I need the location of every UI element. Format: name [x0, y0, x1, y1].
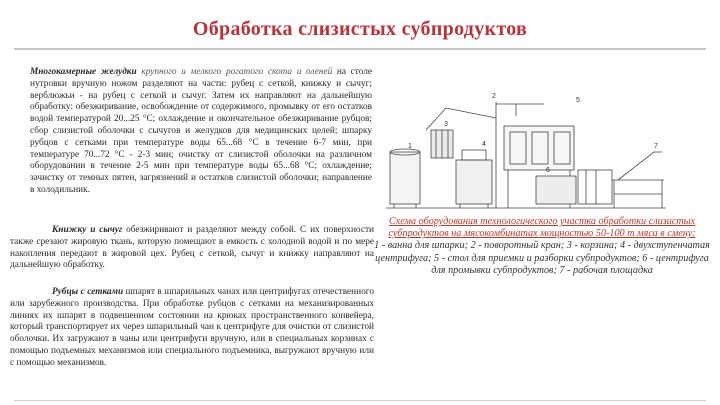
caption-legend-line2: центрифуга; 5 - стол для приемки и разборки субпродуктов; 6 - центрифуга для промывки субпродуктов; 7 - рабочая площадка [375, 252, 709, 276]
label-5: 5 [576, 97, 580, 104]
paragraph-lead-tail: крупного и мелкого рогатого скота и оленей [136, 67, 333, 77]
scalding-bath [390, 149, 420, 208]
bottom-divider [14, 400, 706, 401]
paragraph-lead: Книжку и сычуг [52, 225, 123, 235]
paragraph-text: шпарят в шпарильных чанах или центрифугах отечественного или зарубежного производства. При обработке рубцов с сетками на механизированных линиях их шпарят в подвешенном состоянии на крюках пространственного конвейера, который транспортирует их через шпарильный чан к центрифуге для очистки от слизистой оболочки. Их загружают в чаны или центрифуги вручную, или в специальных корзинах с помощью подъемных механизмов или специального подъемника, выгружают вручную или с помощью механизмов. [10, 287, 374, 368]
label-2: 2 [492, 93, 496, 100]
figure-caption [370, 216, 714, 277]
work-platform [612, 152, 664, 208]
paragraph-text: обезжиривают и разделяют между собой. С их поверхности также срезают жировую ткань, которую помещают в емкость с холодной водой и по мере накопления передают в жировой цех. Рубец с сеткой, сычуг и книжку направляют на дальнейшую обработку. [10, 225, 374, 271]
paragraph-lead: Многокамерные желудки [30, 67, 137, 77]
label-6: 6 [546, 167, 550, 174]
paragraph-text: на столе нутровки вручную ножом разделяют на части: рубец с сеткой, книжку и сычуг; верблюжьи - на рубец с сеткой и сычуг. Затем их направляют на дальнейшую обработку: обезжиривание, освобождение от содержимого, промывку от его остатков водой температурой 20...25 °С; охлаждение и окончательное обезжиривание рубцов; сбор слизистой оболочки с сычугов и желудков для медицинских целей; шпарку рубцов с сетками при температуре воды 65...68 °С в течение 6-7 мин, при температуре 70...72 °С - 2-3 мин; очистку от слизистой оболочки на различном оборудовании в течение 2-5 мин при температуре воды 65...68 °С; охлаждение; зачистку от темных пятен, загрязнений и остатков слизистой оболочки; направление в холодильник. [30, 67, 373, 195]
caption-title: Схема оборудования технологического участка обработки слизистых субпродуктов на мясокомбинатах мощностью 50-100 т мяса в смену: [388, 216, 696, 240]
caption-legend-line1: 1 - ванна для шпарки; 2 - поворотный кран; 3 - корзина; 4 - двухступенчатая [374, 240, 710, 252]
page-title: Обработка слизистых субпродуктов [192, 18, 528, 40]
label-4: 4 [482, 141, 486, 148]
label-7: 7 [654, 143, 658, 150]
washing-centrifuge [536, 170, 612, 204]
paragraph-rumen [10, 287, 374, 370]
label-3: 3 [444, 121, 448, 128]
equipment-scheme [386, 90, 666, 212]
top-divider [14, 48, 706, 50]
paragraph-book-abomasum [10, 225, 374, 272]
paragraph-lead: Рубцы с сетками [52, 287, 124, 297]
label-1: 1 [408, 143, 412, 150]
basket [431, 130, 453, 158]
two-stage-centrifuge [456, 150, 492, 208]
paragraph-stomachs [30, 67, 372, 197]
